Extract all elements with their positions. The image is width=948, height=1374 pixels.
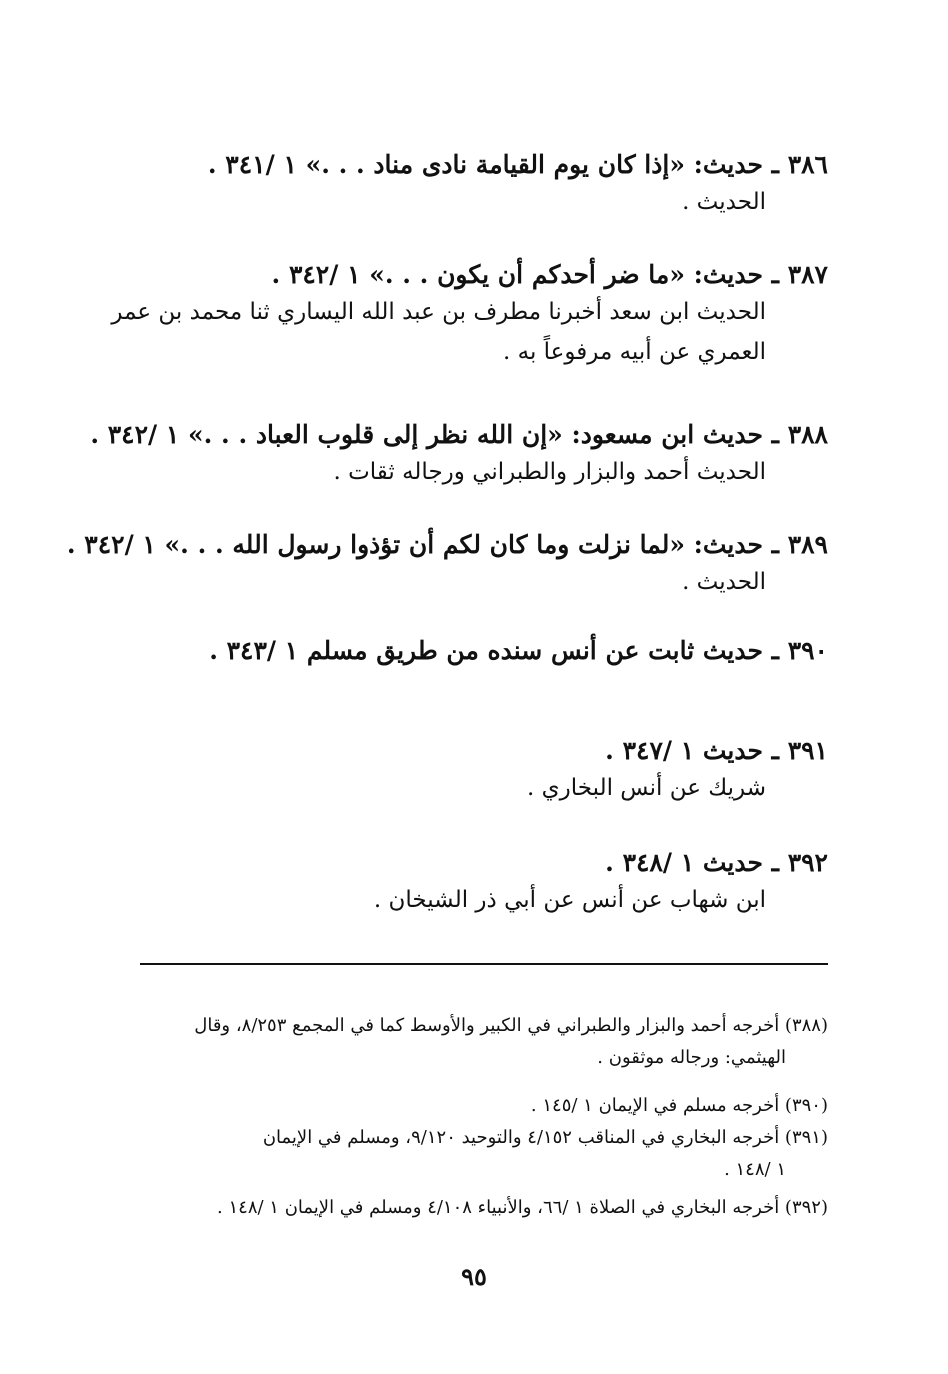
entry-388 <box>90 418 828 492</box>
entry-389 <box>66 528 828 602</box>
footnote-line: (٣٩٠) أخرجه مسلم في الإيمان ١ /١٤٥ . <box>530 1095 828 1116</box>
entry-391 <box>120 734 828 808</box>
entry-body-line: العمري عن أبيه مرفوعاً به . <box>503 339 766 365</box>
entry-392 <box>120 846 828 920</box>
entry-body-line: الحديث أحمد والبزار والطبراني ورجاله ثقات . <box>333 459 766 485</box>
footnote-continuation: الهيثمي: ورجاله موثقون . <box>597 1047 786 1068</box>
entry-heading: ٣٨٨ ـ حديث ابن مسعود: «إن الله نظر إلى قلوب العباد . . .» ١ /٣٤٢ . <box>90 420 828 449</box>
entry-body-line: الحديث . <box>682 189 766 215</box>
footnote-390 <box>126 1090 828 1122</box>
footnote-392 <box>126 1192 828 1224</box>
page-number: ٩٥ <box>461 1262 487 1291</box>
entry-387 <box>111 258 828 372</box>
entry-body-line: ابن شهاب عن أنس عن أبي ذر الشيخان . <box>373 887 766 913</box>
entry-heading: ٣٩٠ ـ حديث ثابت عن أنس سنده من طريق مسلم ١ /٣٤٣ . <box>209 636 828 665</box>
entry-386 <box>120 148 828 222</box>
entry-heading: ٣٩١ ـ حديث ١ /٣٤٧ . <box>605 736 828 765</box>
entry-body-line: الحديث ابن سعد أخبرنا مطرف بن عبد الله اليساري ثنا محمد بن عمر <box>111 299 766 325</box>
entry-body-line: شريك عن أنس البخاري . <box>527 775 766 801</box>
entry-heading: ٣٩٢ ـ حديث ١ /٣٤٨ . <box>605 848 828 877</box>
entry-heading: ٣٨٧ ـ حديث: «ما ضر أحدكم أن يكون . . .» ١ /٣٤٢ . <box>271 260 828 289</box>
footnote-line: (٣٩٢) أخرجه البخاري في الصلاة ١ /٦٦، والأنبياء ٤/١٠٨ ومسلم في الإيمان ١ /١٤٨ . <box>217 1197 828 1218</box>
footnote-line: (٣٨٨) أخرجه أحمد والبزار والطبراني في الكبير والأوسط كما في المجمع ٨/٢٥٣، وقال <box>194 1015 828 1036</box>
entry-heading: ٣٨٩ ـ حديث: «لما نزلت وما كان لكم أن تؤذوا رسول الله . . .» ١ /٣٤٢ . <box>66 530 828 559</box>
entry-heading: ٣٨٦ ـ حديث: «إذا كان يوم القيامة نادى مناد . . .» ١ /٣٤١ . <box>207 150 828 179</box>
footnote-separator <box>140 963 828 965</box>
footnote-391 <box>126 1122 828 1186</box>
footnote-388 <box>126 1010 828 1074</box>
entry-body-line: الحديث . <box>682 569 766 595</box>
entry-390 <box>120 634 828 668</box>
footnote-line: (٣٩١) أخرجه البخاري في المناقب ٤/١٥٢ والتوحيد ٩/١٢٠، ومسلم في الإيمان <box>262 1127 828 1148</box>
footnote-continuation: ١ /١٤٨ . <box>724 1159 786 1180</box>
